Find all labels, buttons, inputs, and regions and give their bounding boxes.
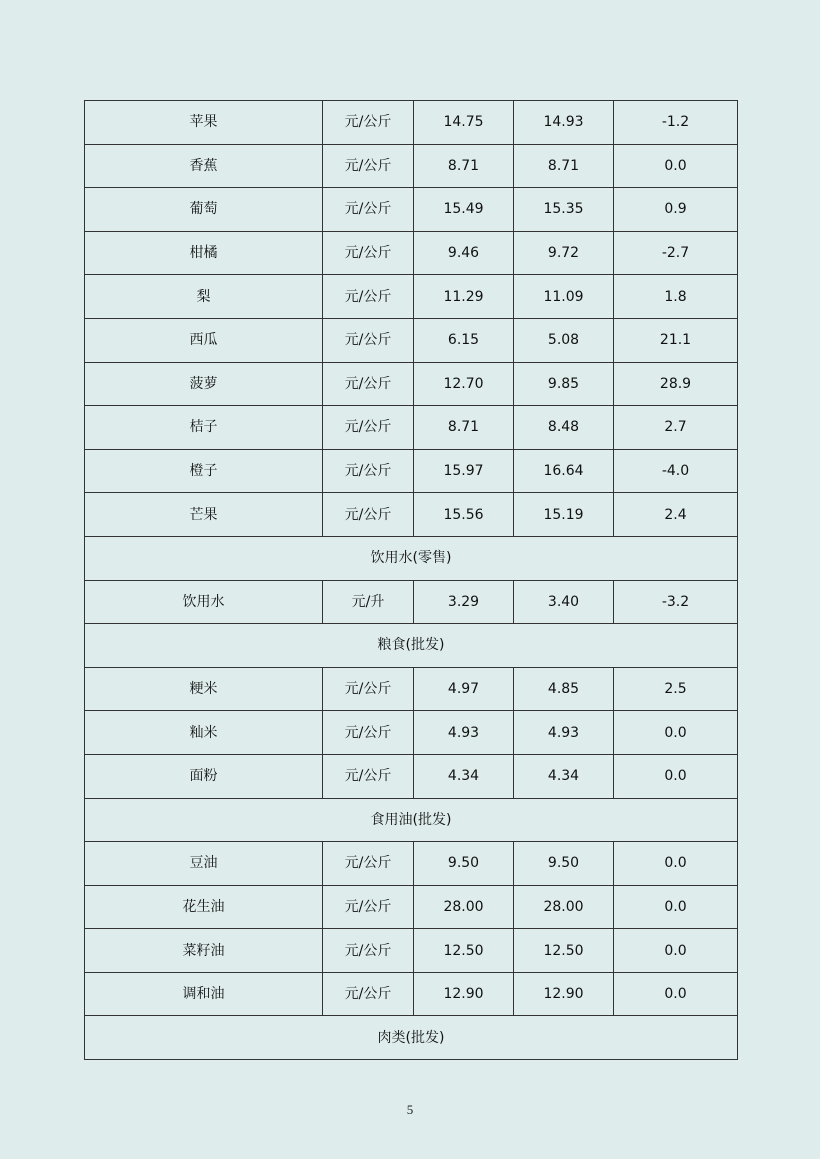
item-name-cell: 花生油	[85, 885, 323, 929]
change-percent-cell: 0.0	[614, 842, 738, 886]
item-name-cell: 香蕉	[85, 144, 323, 188]
table-row	[85, 667, 738, 711]
item-name-cell: 菜籽油	[85, 929, 323, 973]
previous-price-cell: 3.40	[514, 580, 614, 624]
unit-cell: 元/公斤	[323, 842, 414, 886]
unit-cell: 元/公斤	[323, 318, 414, 362]
section-header-row	[85, 536, 738, 580]
change-percent-cell: -1.2	[614, 101, 738, 145]
previous-price-cell: 15.35	[514, 188, 614, 232]
item-name-cell: 桔子	[85, 406, 323, 450]
item-name-cell: 柑橘	[85, 231, 323, 275]
previous-price-cell: 28.00	[514, 885, 614, 929]
item-name-cell: 梨	[85, 275, 323, 319]
previous-price-cell: 12.90	[514, 972, 614, 1016]
table-row	[85, 318, 738, 362]
previous-price-cell: 16.64	[514, 449, 614, 493]
previous-price-cell: 9.85	[514, 362, 614, 406]
unit-cell: 元/公斤	[323, 449, 414, 493]
previous-price-cell: 12.50	[514, 929, 614, 973]
table-row	[85, 449, 738, 493]
table-row	[85, 972, 738, 1016]
change-percent-cell: 0.0	[614, 754, 738, 798]
current-price-cell: 11.29	[414, 275, 514, 319]
table-row	[85, 231, 738, 275]
table-row	[85, 144, 738, 188]
table-row	[85, 929, 738, 973]
change-percent-cell: 0.9	[614, 188, 738, 232]
current-price-cell: 28.00	[414, 885, 514, 929]
change-percent-cell: 1.8	[614, 275, 738, 319]
table-row	[85, 711, 738, 755]
change-percent-cell: 0.0	[614, 711, 738, 755]
unit-cell: 元/公斤	[323, 711, 414, 755]
current-price-cell: 4.34	[414, 754, 514, 798]
current-price-cell: 9.50	[414, 842, 514, 886]
unit-cell: 元/公斤	[323, 188, 414, 232]
current-price-cell: 15.49	[414, 188, 514, 232]
section-title-cell: 肉类(批发)	[85, 1016, 738, 1060]
change-percent-cell: -4.0	[614, 449, 738, 493]
change-percent-cell: 2.7	[614, 406, 738, 450]
current-price-cell: 14.75	[414, 101, 514, 145]
unit-cell: 元/升	[323, 580, 414, 624]
table-body	[85, 101, 738, 1060]
table-row	[85, 493, 738, 537]
unit-cell: 元/公斤	[323, 493, 414, 537]
current-price-cell: 15.56	[414, 493, 514, 537]
item-name-cell: 调和油	[85, 972, 323, 1016]
item-name-cell: 葡萄	[85, 188, 323, 232]
table-row	[85, 362, 738, 406]
previous-price-cell: 8.71	[514, 144, 614, 188]
price-table	[84, 100, 738, 1060]
item-name-cell: 面粉	[85, 754, 323, 798]
table-row	[85, 188, 738, 232]
unit-cell: 元/公斤	[323, 231, 414, 275]
change-percent-cell: 0.0	[614, 885, 738, 929]
change-percent-cell: 28.9	[614, 362, 738, 406]
change-percent-cell: 0.0	[614, 972, 738, 1016]
current-price-cell: 9.46	[414, 231, 514, 275]
previous-price-cell: 11.09	[514, 275, 614, 319]
unit-cell: 元/公斤	[323, 754, 414, 798]
table-row	[85, 754, 738, 798]
current-price-cell: 12.90	[414, 972, 514, 1016]
unit-cell: 元/公斤	[323, 406, 414, 450]
unit-cell: 元/公斤	[323, 667, 414, 711]
change-percent-cell: 2.5	[614, 667, 738, 711]
current-price-cell: 12.50	[414, 929, 514, 973]
current-price-cell: 4.97	[414, 667, 514, 711]
section-title-cell: 粮食(批发)	[85, 624, 738, 668]
table-row	[85, 101, 738, 145]
current-price-cell: 8.71	[414, 406, 514, 450]
section-title-cell: 食用油(批发)	[85, 798, 738, 842]
change-percent-cell: 21.1	[614, 318, 738, 362]
section-header-row	[85, 624, 738, 668]
table-row	[85, 406, 738, 450]
section-header-row	[85, 798, 738, 842]
item-name-cell: 粳米	[85, 667, 323, 711]
unit-cell: 元/公斤	[323, 885, 414, 929]
change-percent-cell: -2.7	[614, 231, 738, 275]
change-percent-cell: 0.0	[614, 929, 738, 973]
previous-price-cell: 14.93	[514, 101, 614, 145]
item-name-cell: 菠萝	[85, 362, 323, 406]
previous-price-cell: 8.48	[514, 406, 614, 450]
current-price-cell: 4.93	[414, 711, 514, 755]
table-row	[85, 580, 738, 624]
change-percent-cell: 2.4	[614, 493, 738, 537]
change-percent-cell: 0.0	[614, 144, 738, 188]
section-header-row	[85, 1016, 738, 1060]
table-row	[85, 842, 738, 886]
page-number: 5	[406, 1102, 414, 1117]
item-name-cell: 苹果	[85, 101, 323, 145]
unit-cell: 元/公斤	[323, 929, 414, 973]
table-row	[85, 885, 738, 929]
unit-cell: 元/公斤	[323, 275, 414, 319]
previous-price-cell: 9.50	[514, 842, 614, 886]
current-price-cell: 6.15	[414, 318, 514, 362]
previous-price-cell: 4.93	[514, 711, 614, 755]
table-row	[85, 275, 738, 319]
current-price-cell: 8.71	[414, 144, 514, 188]
unit-cell: 元/公斤	[323, 144, 414, 188]
item-name-cell: 西瓜	[85, 318, 323, 362]
previous-price-cell: 15.19	[514, 493, 614, 537]
change-percent-cell: -3.2	[614, 580, 738, 624]
unit-cell: 元/公斤	[323, 972, 414, 1016]
section-title-cell: 饮用水(零售)	[85, 536, 738, 580]
current-price-cell: 12.70	[414, 362, 514, 406]
unit-cell: 元/公斤	[323, 362, 414, 406]
previous-price-cell: 4.85	[514, 667, 614, 711]
previous-price-cell: 4.34	[514, 754, 614, 798]
previous-price-cell: 5.08	[514, 318, 614, 362]
item-name-cell: 籼米	[85, 711, 323, 755]
item-name-cell: 饮用水	[85, 580, 323, 624]
item-name-cell: 豆油	[85, 842, 323, 886]
unit-cell: 元/公斤	[323, 101, 414, 145]
item-name-cell: 橙子	[85, 449, 323, 493]
previous-price-cell: 9.72	[514, 231, 614, 275]
current-price-cell: 15.97	[414, 449, 514, 493]
item-name-cell: 芒果	[85, 493, 323, 537]
current-price-cell: 3.29	[414, 580, 514, 624]
